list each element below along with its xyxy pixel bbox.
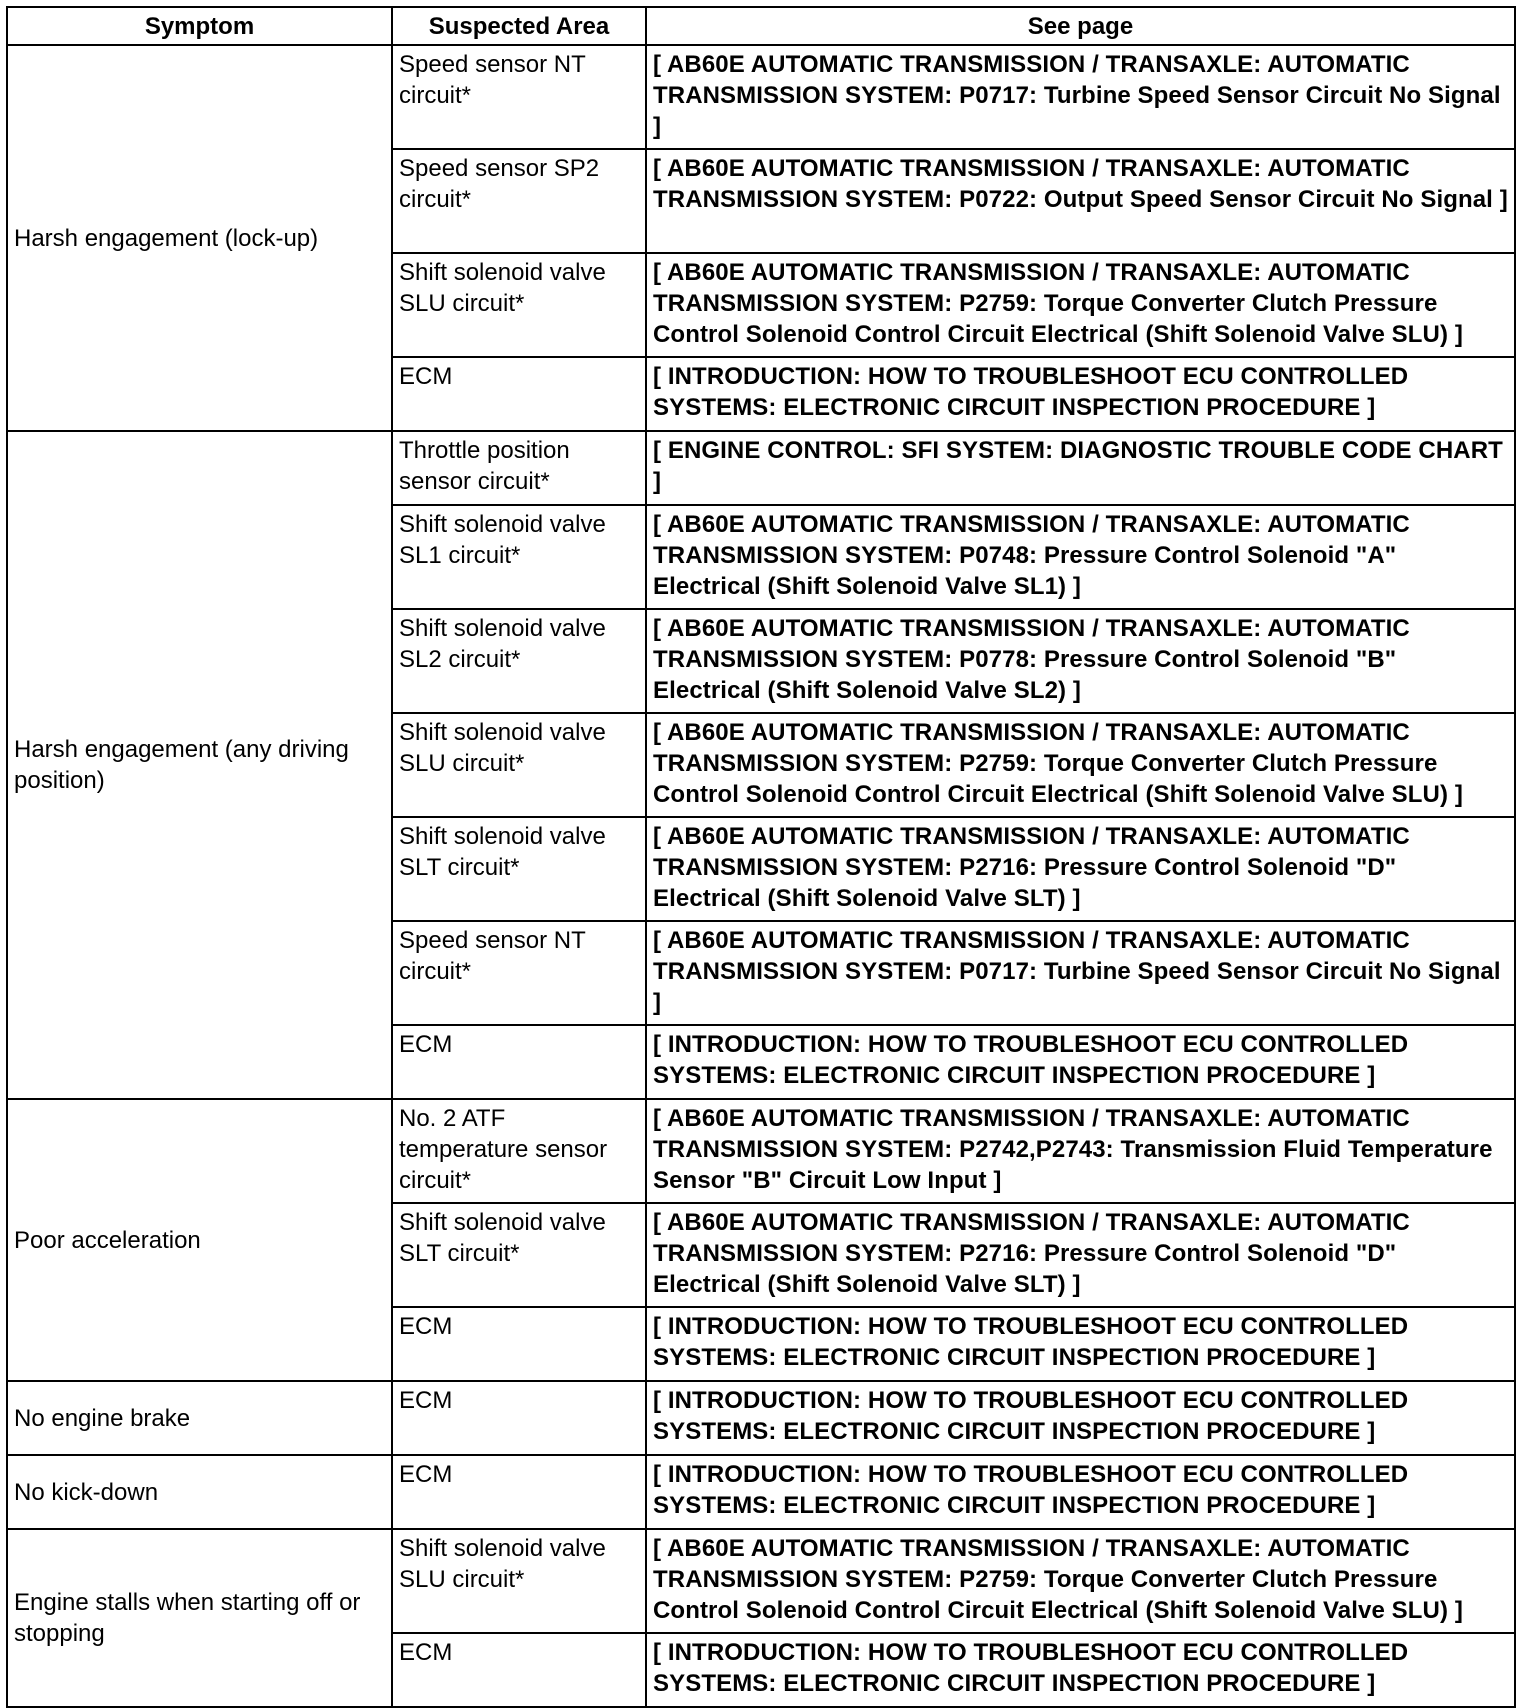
see-page-link[interactable]: [ INTRODUCTION: HOW TO TROUBLESHOOT ECU CONTROLLED SYSTEMS: ELECTRONIC CIRCUIT INSPECTION PROCEDURE ] (646, 1307, 1515, 1381)
header-symptom: Symptom (7, 7, 392, 45)
symptom-cell: Harsh engagement (any driving position) (7, 431, 392, 1099)
suspected-area-cell: No. 2 ATF temperature sensor circuit* (392, 1099, 646, 1203)
see-page-link[interactable]: [ INTRODUCTION: HOW TO TROUBLESHOOT ECU CONTROLLED SYSTEMS: ELECTRONIC CIRCUIT INSPECTION PROCEDURE ] (646, 357, 1515, 431)
see-page-link[interactable]: [ AB60E AUTOMATIC TRANSMISSION / TRANSAXLE: AUTOMATIC TRANSMISSION SYSTEM: P2759: Torque Converter Clutch Pressure Control Solenoid Control Circuit Electrical (Shift Solenoid Valve SLU) ] (646, 1529, 1515, 1633)
see-page-link[interactable]: [ AB60E AUTOMATIC TRANSMISSION / TRANSAXLE: AUTOMATIC TRANSMISSION SYSTEM: P0748: Pressure Control Solenoid "A" Electrical (Shift Solenoid Valve SL1) ] (646, 505, 1515, 609)
suspected-area-cell: Shift solenoid valve SLU circuit* (392, 1529, 646, 1633)
table-row (7, 431, 1515, 505)
see-page-link[interactable]: [ INTRODUCTION: HOW TO TROUBLESHOOT ECU CONTROLLED SYSTEMS: ELECTRONIC CIRCUIT INSPECTION PROCEDURE ] (646, 1633, 1515, 1707)
see-page-link[interactable]: [ AB60E AUTOMATIC TRANSMISSION / TRANSAXLE: AUTOMATIC TRANSMISSION SYSTEM: P2716: Pressure Control Solenoid "D" Electrical (Shift Solenoid Valve SLT) ] (646, 1203, 1515, 1307)
suspected-area-cell: ECM (392, 357, 646, 431)
suspected-area-cell: ECM (392, 1381, 646, 1455)
header-row (7, 7, 1515, 45)
header-suspected-area: Suspected Area (392, 7, 646, 45)
suspected-area-cell: Speed sensor NT circuit* (392, 45, 646, 149)
table-row (7, 1529, 1515, 1633)
suspected-area-cell: Shift solenoid valve SLT circuit* (392, 817, 646, 921)
symptom-cell: No engine brake (7, 1381, 392, 1455)
suspected-area-cell: Shift solenoid valve SLT circuit* (392, 1203, 646, 1307)
suspected-area-cell: ECM (392, 1633, 646, 1707)
suspected-area-cell: ECM (392, 1307, 646, 1381)
see-page-link[interactable]: [ AB60E AUTOMATIC TRANSMISSION / TRANSAXLE: AUTOMATIC TRANSMISSION SYSTEM: P0717: Turbine Speed Sensor Circuit No Signal ] (646, 921, 1515, 1025)
symptom-cell: Harsh engagement (lock-up) (7, 45, 392, 431)
table-row (7, 1381, 1515, 1455)
see-page-link[interactable]: [ INTRODUCTION: HOW TO TROUBLESHOOT ECU CONTROLLED SYSTEMS: ELECTRONIC CIRCUIT INSPECTION PROCEDURE ] (646, 1025, 1515, 1099)
see-page-link[interactable]: [ AB60E AUTOMATIC TRANSMISSION / TRANSAXLE: AUTOMATIC TRANSMISSION SYSTEM: P2716: Pressure Control Solenoid "D" Electrical (Shift Solenoid Valve SLT) ] (646, 817, 1515, 921)
symptom-cell: Poor acceleration (7, 1099, 392, 1381)
table-row (7, 1455, 1515, 1529)
table-row (7, 1099, 1515, 1203)
see-page-link[interactable]: [ AB60E AUTOMATIC TRANSMISSION / TRANSAXLE: AUTOMATIC TRANSMISSION SYSTEM: P0717: Turbine Speed Sensor Circuit No Signal ] (646, 45, 1515, 149)
suspected-area-cell: Speed sensor NT circuit* (392, 921, 646, 1025)
see-page-link[interactable]: [ INTRODUCTION: HOW TO TROUBLESHOOT ECU CONTROLLED SYSTEMS: ELECTRONIC CIRCUIT INSPECTION PROCEDURE ] (646, 1455, 1515, 1529)
suspected-area-cell: Shift solenoid valve SL2 circuit* (392, 609, 646, 713)
see-page-link[interactable]: [ AB60E AUTOMATIC TRANSMISSION / TRANSAXLE: AUTOMATIC TRANSMISSION SYSTEM: P2759: Torque Converter Clutch Pressure Control Solenoid Control Circuit Electrical (Shift Solenoid Valve SLU) ] (646, 713, 1515, 817)
symptom-table (6, 6, 1516, 1708)
see-page-link[interactable]: [ INTRODUCTION: HOW TO TROUBLESHOOT ECU CONTROLLED SYSTEMS: ELECTRONIC CIRCUIT INSPECTION PROCEDURE ] (646, 1381, 1515, 1455)
suspected-area-cell: Shift solenoid valve SLU circuit* (392, 713, 646, 817)
suspected-area-cell: Shift solenoid valve SL1 circuit* (392, 505, 646, 609)
suspected-area-cell: Speed sensor SP2 circuit* (392, 149, 646, 253)
table-row (7, 45, 1515, 149)
symptom-cell: Engine stalls when starting off or stopping (7, 1529, 392, 1707)
suspected-area-cell: ECM (392, 1025, 646, 1099)
header-see-page: See page (646, 7, 1515, 45)
see-page-link[interactable]: [ ENGINE CONTROL: SFI SYSTEM: DIAGNOSTIC TROUBLE CODE CHART ] (646, 431, 1515, 505)
suspected-area-cell: Shift solenoid valve SLU circuit* (392, 253, 646, 357)
see-page-link[interactable]: [ AB60E AUTOMATIC TRANSMISSION / TRANSAXLE: AUTOMATIC TRANSMISSION SYSTEM: P0778: Pressure Control Solenoid "B" Electrical (Shift Solenoid Valve SL2) ] (646, 609, 1515, 713)
symptom-cell: No kick-down (7, 1455, 392, 1529)
see-page-link[interactable]: [ AB60E AUTOMATIC TRANSMISSION / TRANSAXLE: AUTOMATIC TRANSMISSION SYSTEM: P0722: Output Speed Sensor Circuit No Signal ] (646, 149, 1515, 253)
see-page-link[interactable]: [ AB60E AUTOMATIC TRANSMISSION / TRANSAXLE: AUTOMATIC TRANSMISSION SYSTEM: P2759: Torque Converter Clutch Pressure Control Solenoid Control Circuit Electrical (Shift Solenoid Valve SLU) ] (646, 253, 1515, 357)
see-page-link[interactable]: [ AB60E AUTOMATIC TRANSMISSION / TRANSAXLE: AUTOMATIC TRANSMISSION SYSTEM: P2742,P2743: Transmission Fluid Temperature Sensor "B" Circuit Low Input ] (646, 1099, 1515, 1203)
suspected-area-cell: Throttle position sensor circuit* (392, 431, 646, 505)
suspected-area-cell: ECM (392, 1455, 646, 1529)
